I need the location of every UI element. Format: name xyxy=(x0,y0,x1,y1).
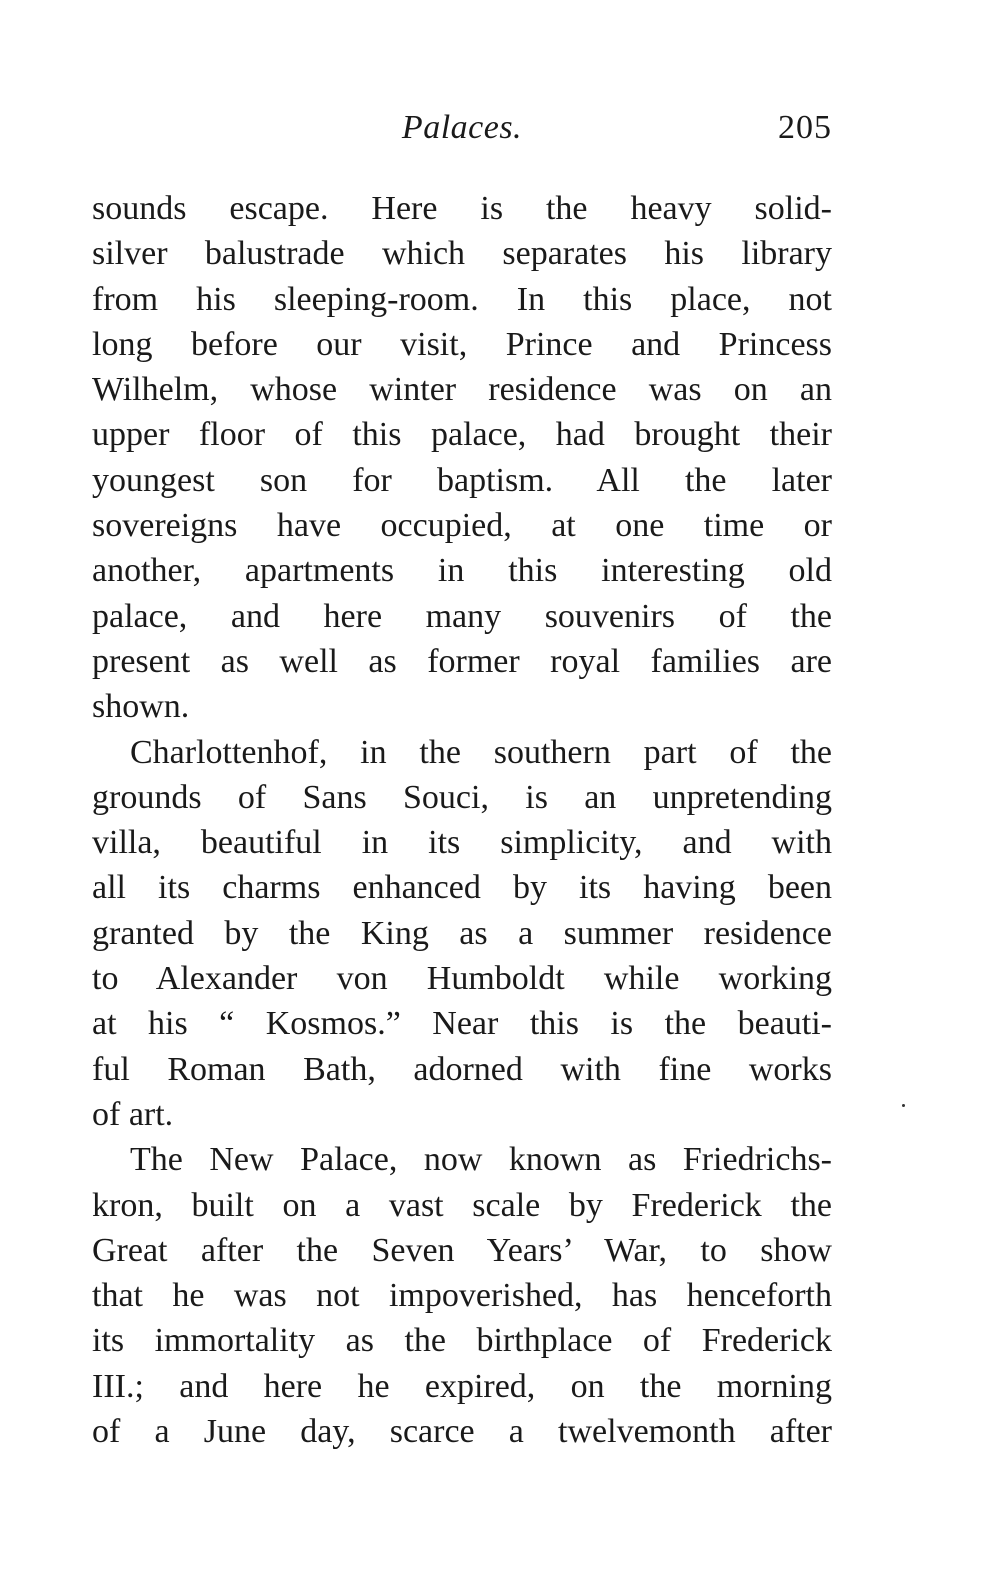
text-line: ful Roman Bath, adorned with fine works xyxy=(92,1050,832,1088)
body-text xyxy=(92,186,832,1454)
text-line: III.; and here he expired, on the morning xyxy=(92,1367,832,1405)
text-line: from his sleeping-room. In this place, not xyxy=(92,280,832,318)
text-line: that he was not impoverished, has henceforth xyxy=(92,1277,832,1315)
text-line: silver balustrade which separates his library xyxy=(92,235,832,273)
text-line: upper floor of this palace, had brought their xyxy=(92,416,832,454)
page-number: 205 xyxy=(778,109,832,146)
text-line: present as well as former royal families are xyxy=(92,642,832,680)
text-line: Charlottenhof, in the southern part of the xyxy=(130,733,832,771)
running-head xyxy=(92,98,832,158)
text-line: sovereigns have occupied, at one time or xyxy=(92,507,832,545)
text-line: granted by the King as a summer residence xyxy=(92,914,832,952)
text-line: shown. xyxy=(92,688,190,726)
paragraph-1 xyxy=(92,186,832,730)
text-line: The New Palace, now known as Friedrichs- xyxy=(130,1141,832,1179)
text-line: kron, built on a vast scale by Frederick the xyxy=(92,1186,832,1224)
text-line: youngest son for baptism. All the later xyxy=(92,461,832,499)
running-title: Palaces. xyxy=(401,109,523,146)
text-line: sounds escape. Here is the heavy solid- xyxy=(92,190,832,227)
text-line: Great after the Seven Years’ War, to show xyxy=(92,1231,832,1269)
text-line: villa, beautiful in its simplicity, and with xyxy=(92,824,832,862)
text-line: to Alexander von Humboldt while working xyxy=(92,960,832,998)
paragraph-3 xyxy=(92,1137,832,1454)
text-line: Wilhelm, whose winter residence was on an xyxy=(92,371,832,409)
text-line: grounds of Sans Souci, is an unpretending xyxy=(92,778,832,816)
text-line: all its charms enhanced by its having been xyxy=(92,869,832,907)
text-line: of art. xyxy=(92,1095,174,1133)
text-line: palace, and here many souvenirs of the xyxy=(92,597,832,635)
text-line: long before our visit, Prince and Princess xyxy=(92,325,832,363)
text-line: at his “ Kosmos.” Near this is the beauti- xyxy=(92,1005,832,1043)
text-line: another, apartments in this interesting old xyxy=(92,552,832,590)
text-line: its immortality as the birthplace of Frederick xyxy=(92,1322,832,1360)
text-line: of a June day, scarce a twelvemonth after xyxy=(92,1413,832,1451)
paragraph-2 xyxy=(92,730,832,1138)
ink-speck xyxy=(902,1104,905,1107)
